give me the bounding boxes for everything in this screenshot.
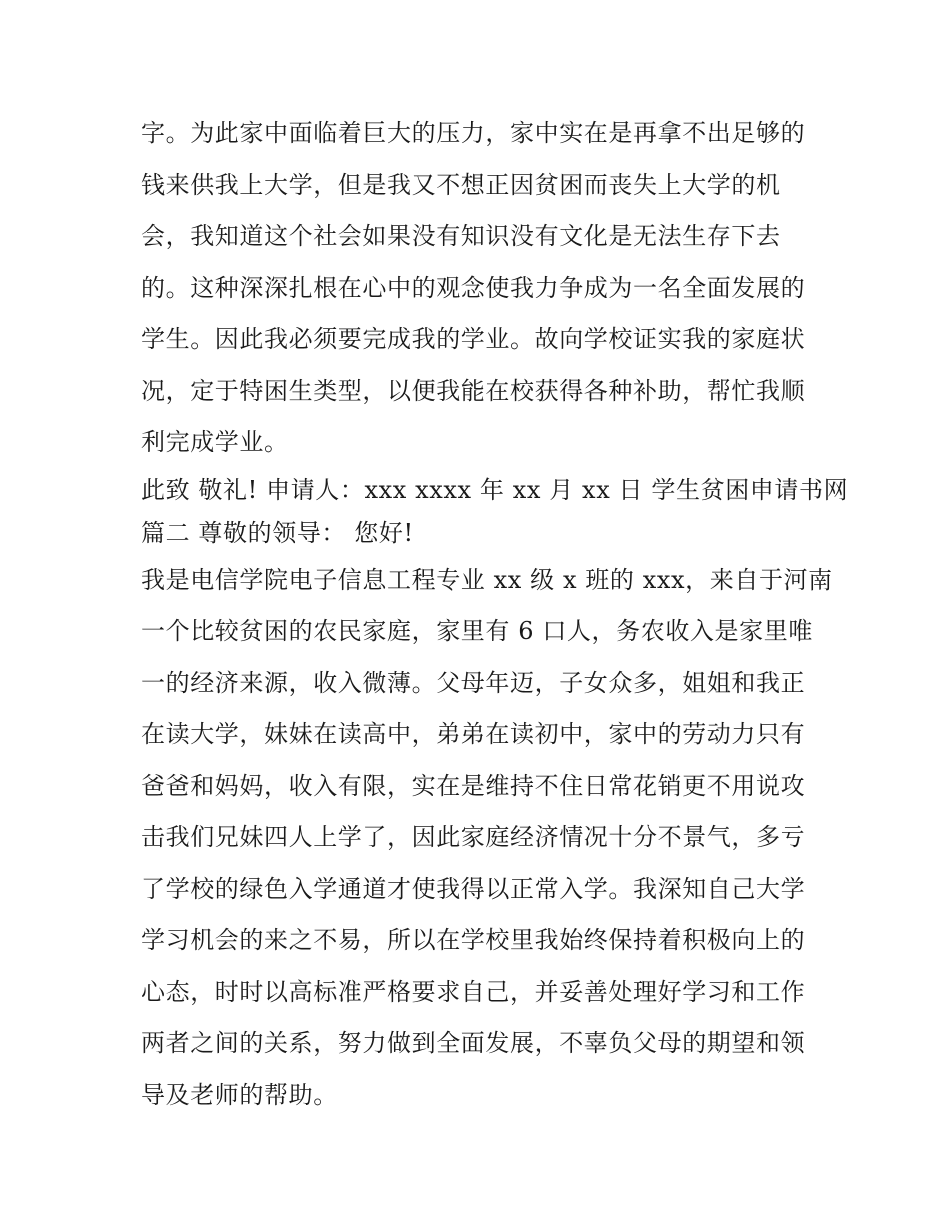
paragraph-line: 击我们兄妹四人上学了，因此家庭经济情况十分不景气，多亏 <box>141 823 806 851</box>
paragraph-line: 字。为此家中面临着巨大的压力，家中实在是再拿不出足够的 <box>141 119 806 147</box>
paragraph-line: 的。这种深深扎根在心中的观念使我力争成为一名全面发展的 <box>141 273 806 302</box>
paragraph-line: 爸爸和妈妈，收入有限，实在是维持不住日常花销更不用说攻 <box>141 771 806 800</box>
paragraph-line: 导及老师的帮助。 <box>141 1080 338 1109</box>
closing-line: 此致 敬礼! 申请人：xxx xxxx 年 xx 月 xx 日 学生贫困申请书网 <box>141 475 849 504</box>
paragraph-line: 会，我知道这个社会如果没有知识没有文化是无法生存下去 <box>141 222 781 250</box>
paragraph-line: 我是电信学院电子信息工程专业 xx 级 x 班的 xxx，来自于河南 <box>141 565 833 594</box>
paragraph-line: 利完成学业。 <box>141 428 289 456</box>
paragraph-line: 了学校的绿色入学通道才使我得以正常入学。我深知自己大学 <box>141 874 806 903</box>
paragraph-line: 两者之间的关系，努力做到全面发展，不辜负父母的期望和领 <box>141 1029 806 1057</box>
paragraph-line: 学生。因此我必须要完成我的学业。故向学校证实我的家庭状 <box>141 325 806 353</box>
paragraph-line: 在读大学，妹妹在读高中，弟弟在读初中，家中的劳动力只有 <box>141 720 806 748</box>
paragraph-line: 学习机会的来之不易，所以在学校里我始终保持着积极向上的 <box>141 926 806 954</box>
paragraph-line: 一个比较贫困的农民家庭，家里有 6 口人，务农收入是家里唯 <box>141 617 813 645</box>
paragraph-line: 一的经济来源，收入微薄。父母年迈，子女众多，姐姐和我正 <box>141 668 806 697</box>
paragraph-line: 况，定于特困生类型，以便我能在校获得各种补助，帮忙我顺 <box>141 376 806 405</box>
section-heading: 篇二 尊敬的领导： 您好! <box>141 518 414 547</box>
document-body <box>141 108 849 1121</box>
paragraph-line: 钱来供我上大学，但是我又不想正因贫困而丧失上大学的机 <box>141 170 781 199</box>
paragraph-line: 心态，时时以高标准严格要求自己，并妥善处理好学习和工作 <box>141 977 806 1006</box>
